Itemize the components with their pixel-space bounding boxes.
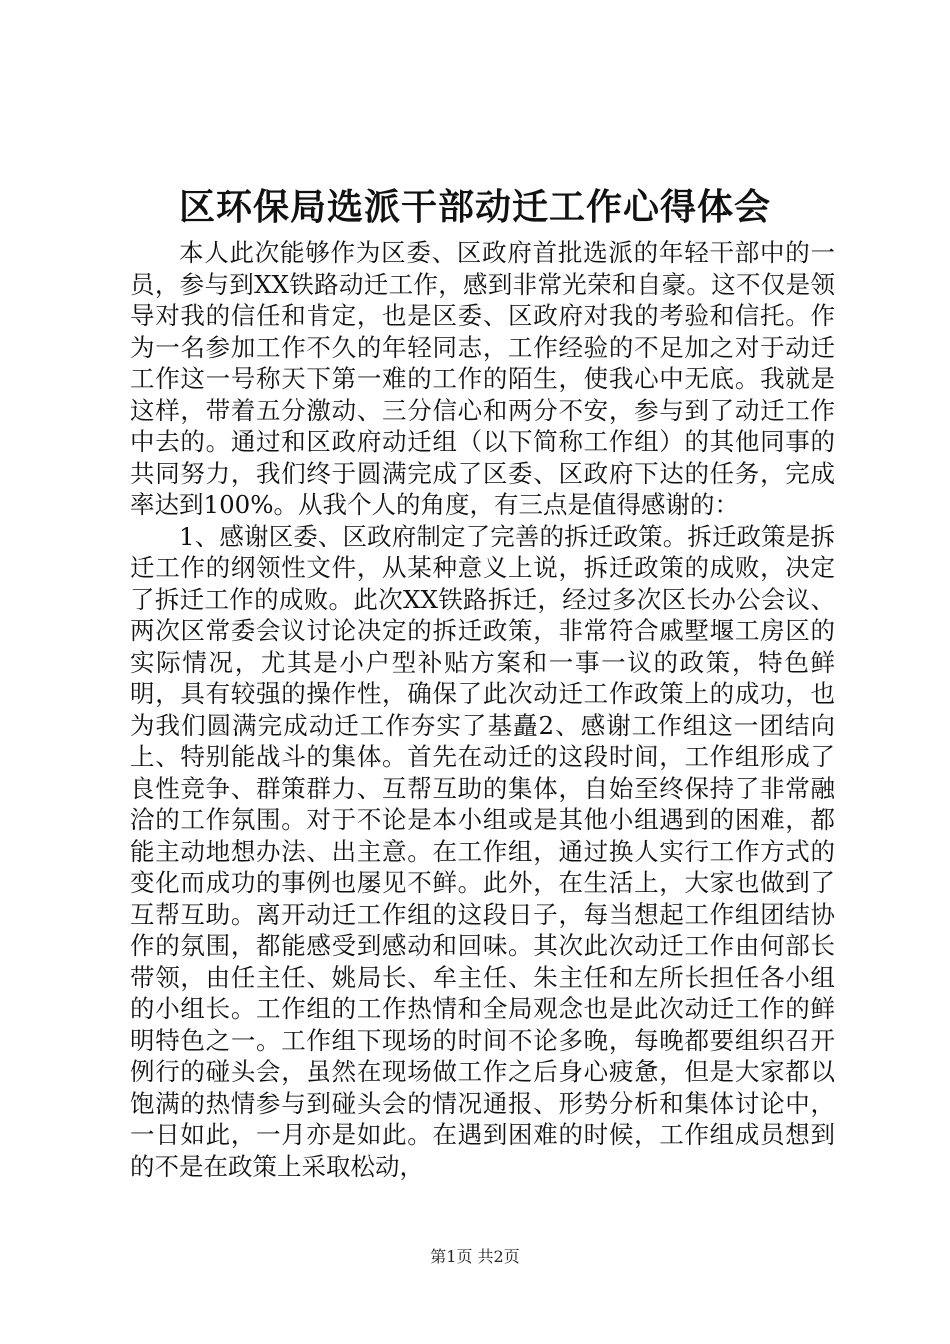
- document-title: 区环保局选派干部动迁工作心得体会: [178, 186, 771, 228]
- paragraph-intro: 本人此次能够作为区委、区政府首批选派的年轻干部中的一员，参与到XX铁路动迁工作，感到非常光荣和自豪。这不仅是领导对我的信任和肯定，也是区委、区政府对我的考验和信托。作为一名参加工作不久的年轻同志，工作经验的不足加之对于动迁工作这一号称天下第一难的工作的陌生，使我心中无底。我就是这样，带着五分激动、三分信心和两分不安，参与到了动迁工作中去的。通过和区政府动迁组（以下简称工作组）的其他同事的共同努力，我们终于圆满完成了区委、区政府下达的任务，完成率达到100%。从我个人的角度，有三点是值得感谢的：: [130, 238, 835, 519]
- paragraph-thanks: 1、感谢区委、区政府制定了完善的拆迁政策。拆迁政策是拆迁工作的纲领性文件，从某种意义上说，拆迁政策的成败，决定了拆迁工作的成败。此次XX铁路拆迁，经过多次区长办公会议、两次区常委会议讨论决定的拆迁政策，非常符合戚墅堰工房区的实际情况，尤其是小户型补贴方案和一事一议的政策，特色鲜明，具有较强的操作性，确保了此次动迁工作政策上的成功，也为我们圆满完成动迁工作夯实了基矗2、感谢工作组这一团结向上、特别能战斗的集体。首先在动迁的这段时间，工作组形成了良性竞争、群策群力、互帮互助的集体，自始至终保持了非常融洽的工作氛围。对于不论是本小组或是其他小组遇到的困难，都能主动地想办法、出主意。在工作组，通过换人实行工作方式的变化而成功的事例也屡见不鲜。此外，在生活上，大家也做到了互帮互助。离开动迁工作组的这段日子，每当想起工作组团结协作的氛围，都能感受到感动和回味。其次此次动迁工作由何部长带领，由任主任、姚局长、牟主任、朱主任和左所长担任各小组的小组长。工作组的工作热情和全局观念也是此次动迁工作的鲜明特色之一。工作组下现场的时间不论多晚，每晚都要组织召开例行的碰头会，虽然在现场做工作之后身心疲惫，但是大家都以饱满的热情参与到碰头会的情况通报、形势分析和集体讨论中，一日如此，一月亦是如此。在遇到困难的时候，工作组成员想到的不是在政策上采取松动，: [130, 521, 835, 1181]
- document-body: [130, 237, 835, 1182]
- page-number-footer: 第1页 共2页: [430, 1247, 520, 1266]
